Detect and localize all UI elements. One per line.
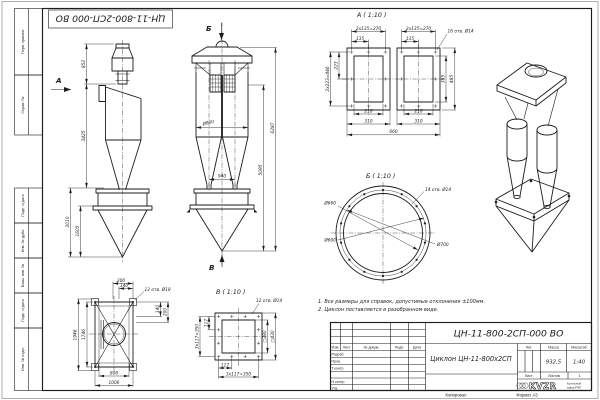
margin-label-podp2: Подп. и дата [21, 299, 25, 322]
sheet-label: Лист [524, 374, 533, 379]
row-nkontr: Н.контр. [331, 380, 346, 385]
col-podp: Подп. [394, 345, 405, 350]
company-name-line2: завод РЭП [566, 385, 582, 390]
margin-label-inv-podl: Инв. № подл. [21, 347, 25, 371]
dim-270-left: 2x135=270 [355, 26, 382, 32]
mass-label: Масса [548, 345, 559, 350]
dim-1006: 1006 [108, 380, 120, 386]
dim-135-right: 135 [405, 37, 415, 42]
dim-200-right: 200 [163, 307, 169, 317]
view-arrow-b-label: Б [206, 24, 212, 33]
sheets-label: Листов [548, 374, 560, 379]
dim-1605: 1605 [75, 225, 81, 237]
row-razrab: Разраб. [331, 352, 345, 357]
lit-label: Лит. [525, 345, 533, 350]
dim-d700: Ø700 [437, 242, 449, 248]
sheets-value: 1 [578, 374, 581, 379]
note-line-1: 1. Все размеры для справок, допустимые отклонения ±100мм. [318, 299, 485, 305]
row-utv: Утв. [331, 386, 339, 391]
dim-5095: 5095 [258, 164, 264, 176]
section-a-title: А ( 1:10 ) [357, 12, 387, 19]
dim-350-left: 3x117=350 [195, 323, 201, 350]
section-b-title: Б ( 1:10 ) [366, 173, 396, 180]
note-line-2: 2. Циклон поставляется в разобранном виде. [318, 307, 439, 313]
dim-485: 485 [450, 74, 455, 84]
dim-310-left: 310 [364, 119, 373, 125]
dim-270-right: 2x135=270 [405, 26, 432, 32]
dim-380: □380 [263, 330, 268, 343]
dim-140-right: 140 [155, 304, 161, 314]
dim-350-bottom: 3x117=350 [225, 372, 252, 378]
dim-140-top: 140 [119, 284, 129, 290]
scale-label: Масштаб [571, 345, 587, 350]
margin-label-inv-dubl: Инв. № дубл. [21, 228, 25, 253]
footer-copied: Копировал [445, 392, 467, 398]
view-arrow-a-label: А [56, 76, 62, 85]
dim-d660: Ø660 [324, 201, 336, 207]
margin-label-vzam: Взам. инв. № [21, 263, 25, 288]
callout-16-holes: 16 отв. Ø14 [447, 29, 474, 35]
col-izm: Изм. [331, 345, 340, 350]
dim-852: 852 [81, 59, 87, 69]
dim-117-bottom: 117 [220, 363, 230, 369]
col-data: Дата [413, 345, 421, 350]
dim-223: 223 [334, 61, 340, 70]
dim-6287: 6287 [270, 122, 276, 134]
dim-1746: 1746 [82, 329, 88, 340]
dim-430: □430 [271, 330, 276, 343]
logo-text: KVZR [529, 382, 557, 392]
scale-value: 1:40 [572, 359, 586, 366]
callout-12-holes-18: 12 отв. Ø18 [144, 287, 171, 293]
col-doc: № докум. [363, 345, 380, 350]
row-tkontr: Т.контр. [331, 366, 345, 371]
dim-135-left: 135 [355, 37, 365, 42]
row-prov: Пров. [331, 359, 341, 364]
top-stamp-number: ЦН-11-800-2СП-000 ВО [55, 12, 166, 24]
dim-446: 2x223=446 [325, 66, 331, 92]
dim-210-right: 210 [414, 109, 423, 115]
dim-385: 385 [441, 74, 447, 84]
callout-12-holes-14: 12 отв. Ø14 [256, 299, 283, 304]
section-v-title: В ( 1:10 ) [216, 289, 246, 296]
margin-label-perv: Перв. примен. [21, 28, 25, 55]
dim-660: 660 [389, 130, 398, 136]
doc-number: ЦН-11-800-2СП-000 ВО [453, 328, 564, 340]
company-name-line1: Котельный [566, 381, 582, 386]
dim-3425: 3425 [81, 130, 87, 142]
dim-2010: 2010 [65, 216, 71, 228]
view-arrow-v-label: В [209, 263, 215, 272]
dim-117-left: 117 [204, 318, 210, 328]
drawing-title: Циклон ЦН-11-800х2СП [430, 355, 512, 363]
footer-format: Формат А3 [516, 392, 538, 398]
dim-d800: Ø800 [202, 119, 215, 128]
col-list: Лист [342, 345, 351, 350]
dim-940: 940 [217, 174, 227, 180]
dim-210-left: 210 [364, 109, 373, 115]
dim-200-top: 200 [116, 278, 126, 284]
dim-310-right: 310 [414, 119, 423, 125]
callout-14-holes: 14 отв. Ø14 [425, 187, 452, 193]
dim-d600: Ø600 [324, 238, 336, 244]
dim-806: 806 [109, 371, 119, 377]
dim-1946: 1946 [73, 329, 79, 341]
mass-value: 932,5 [545, 359, 562, 366]
margin-label-sprav: Справ. № [21, 96, 25, 114]
margin-label-podp1: Подп. и дата [21, 194, 25, 217]
